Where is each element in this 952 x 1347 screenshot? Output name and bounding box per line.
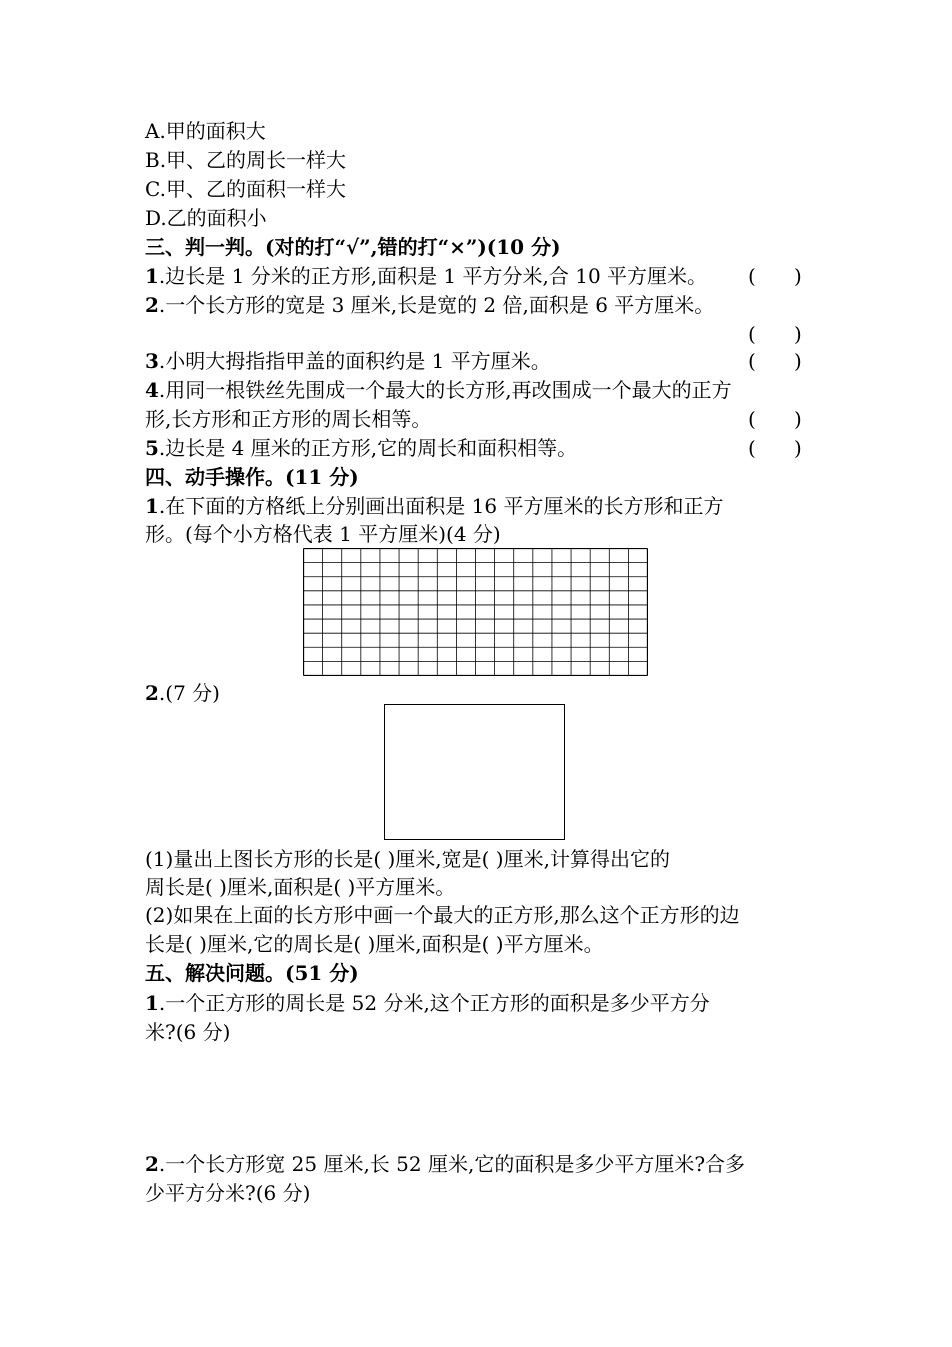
hands-on-q2 bbox=[145, 680, 220, 706]
q-number: 1 bbox=[145, 991, 159, 1015]
hands-on-q1-cont: 形。(每个小方格代表 1 平方厘米)(4 分) bbox=[145, 522, 501, 546]
answer-paren[interactable]: ( ) bbox=[748, 349, 802, 373]
hands-on-sub1-cont: 周长是( )厘米,面积是( )平方厘米。 bbox=[145, 875, 456, 899]
q-text: .一个正方形的周长是 52 分米,这个正方形的面积是多少平方分 bbox=[158, 991, 710, 1015]
problem-q1 bbox=[145, 990, 710, 1016]
section5-heading: 五、解决问题。(51 分) bbox=[145, 961, 359, 985]
q-text: .一个长方形宽 25 厘米,长 52 厘米,它的面积是多少平方厘米?合多 bbox=[158, 1152, 746, 1176]
judge-q2 bbox=[145, 292, 714, 318]
q-number: 3 bbox=[145, 349, 159, 373]
q-text: .边长是 4 厘米的正方形,它的周长和面积相等。 bbox=[158, 436, 578, 460]
q-number: 2 bbox=[145, 1152, 159, 1176]
answer-paren[interactable]: ( ) bbox=[748, 322, 802, 346]
rectangle-figure bbox=[384, 704, 565, 840]
q-number: 5 bbox=[145, 436, 159, 460]
judge-q1 bbox=[145, 263, 707, 289]
q-text: .用同一根铁丝先围成一个最大的长方形,再改围成一个最大的正方 bbox=[158, 378, 732, 402]
grid-paper-svg[interactable] bbox=[303, 548, 648, 676]
judge-q5 bbox=[145, 435, 577, 461]
q-number: 1 bbox=[145, 494, 159, 518]
section3-heading: 三、判一判。(对的打“√”,错的打“×”)(10 分) bbox=[145, 235, 561, 259]
judge-q4 bbox=[145, 377, 732, 403]
hands-on-q1 bbox=[145, 493, 723, 519]
q-number: 2 bbox=[145, 293, 159, 317]
judge-q3 bbox=[145, 348, 551, 374]
q-number: 1 bbox=[145, 264, 159, 288]
q-text: .(7 分) bbox=[158, 681, 220, 705]
option-d: D.乙的面积小 bbox=[145, 206, 267, 230]
problem-q2 bbox=[145, 1151, 745, 1177]
answer-paren[interactable]: ( ) bbox=[748, 264, 802, 288]
answer-paren[interactable]: ( ) bbox=[748, 407, 802, 431]
q-text: .在下面的方格纸上分别画出面积是 16 平方厘米的长方形和正方 bbox=[158, 494, 724, 518]
q-text: .小明大拇指指甲盖的面积约是 1 平方厘米。 bbox=[158, 349, 551, 373]
option-c: C.甲、乙的面积一样大 bbox=[145, 177, 346, 201]
option-a: A.甲的面积大 bbox=[145, 119, 266, 143]
option-b: B.甲、乙的周长一样大 bbox=[145, 148, 347, 172]
hands-on-sub2: (2)如果在上面的长方形中画一个最大的正方形,那么这个正方形的边 bbox=[145, 903, 740, 927]
q-number: 4 bbox=[145, 378, 159, 402]
q-text: .边长是 1 分米的正方形,面积是 1 平方分米,合 10 平方厘米。 bbox=[158, 264, 708, 288]
answer-paren[interactable]: ( ) bbox=[748, 436, 802, 460]
q-number: 2 bbox=[145, 681, 159, 705]
judge-q4-cont: 形,长方形和正方形的周长相等。 bbox=[145, 407, 432, 431]
grid-paper[interactable] bbox=[303, 548, 648, 680]
section4-heading: 四、动手操作。(11 分) bbox=[145, 465, 359, 489]
problem-q1-cont: 米?(6 分) bbox=[145, 1020, 231, 1044]
q-text: .一个长方形的宽是 3 厘米,长是宽的 2 倍,面积是 6 平方厘米。 bbox=[158, 293, 715, 317]
problem-q2-cont: 少平方分米?(6 分) bbox=[145, 1181, 311, 1205]
hands-on-sub1: (1)量出上图长方形的长是( )厘米,宽是( )厘米,计算得出它的 bbox=[145, 847, 670, 871]
hands-on-sub2-cont: 长是( )厘米,它的周长是( )厘米,面积是( )平方厘米。 bbox=[145, 932, 604, 956]
